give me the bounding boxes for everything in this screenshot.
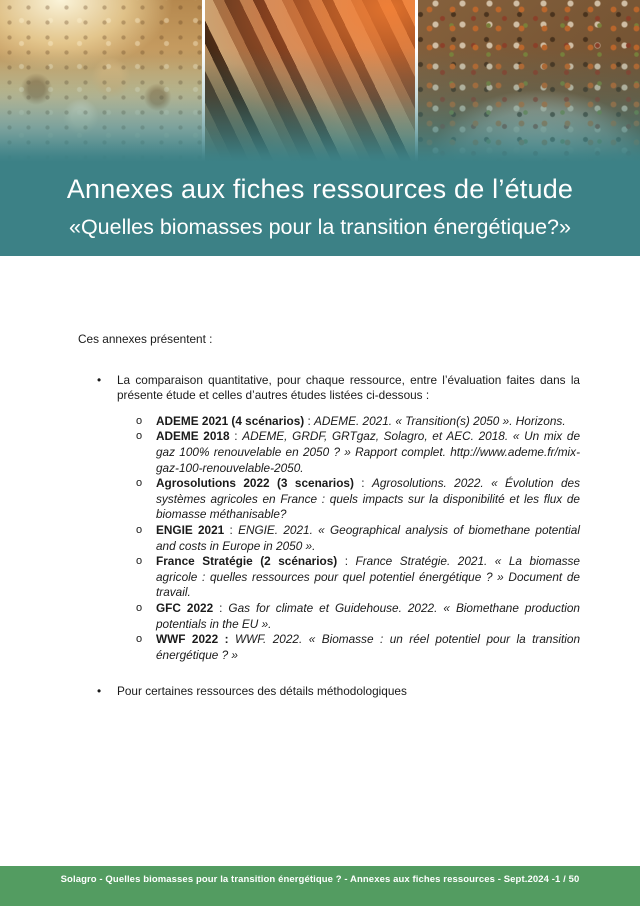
circle-sub-bullet-marker: o xyxy=(136,523,143,536)
study-list-item xyxy=(78,554,580,601)
study-separator: : xyxy=(337,554,356,569)
body-content xyxy=(78,332,580,700)
stacked-timber-photo xyxy=(205,0,415,162)
study-list-item xyxy=(78,476,580,523)
study-citation: France Stratégie. 2021. « La biomasse agricole : quelles ressources pour quel potentiel énergétique ? » Document de travail. xyxy=(156,554,580,600)
study-name: ENGIE 2021 xyxy=(156,522,225,537)
study-list-item xyxy=(78,601,580,632)
sawdust-wood-shavings-photo xyxy=(0,0,202,162)
compost-organic-waste-photo xyxy=(418,0,640,162)
study-name: France Stratégie (2 scénarios) xyxy=(156,554,338,569)
study-separator: : xyxy=(304,413,315,428)
study-name: Agrosolutions 2022 (3 scenarios) xyxy=(156,476,354,491)
study-separator: : xyxy=(224,522,239,537)
study-separator: : xyxy=(353,476,372,491)
study-citation: Gas for climate et Guidehouse. 2022. « Biomethane production potentials in the EU ». xyxy=(156,600,580,631)
study-citation: ADEME. 2021. « Transition(s) 2050 ». Horizons. xyxy=(314,413,566,428)
study-citation: Agrosolutions. 2022. « Évolution des systèmes agricoles en France : quels impacts sur la disponibilité et les flux de biomasse méthanisable? xyxy=(156,476,580,522)
circle-sub-bullet-marker: o xyxy=(136,555,143,568)
study-list-item xyxy=(78,523,580,554)
circle-sub-bullet-marker: o xyxy=(136,477,143,490)
study-citation: ENGIE. 2021. « Geographical analysis of biomethane potential and costs in Europe in 2050 ». xyxy=(156,522,580,553)
bullet-item-text: La comparaison quantitative, pour chaque ressource, entre l’évaluation faites dans la présente étude et celles d’autres études listées ci-dessous : xyxy=(117,372,580,403)
study-list-item xyxy=(78,632,580,663)
circle-sub-bullet-marker: o xyxy=(136,414,143,427)
study-name: ADEME 2021 (4 scénarios) xyxy=(156,413,305,428)
title-banner xyxy=(0,162,640,256)
bullet-item-text: Pour certaines ressources des détails méthodologiques xyxy=(117,684,407,699)
study-name: WWF 2022 : xyxy=(156,632,229,647)
bullet-item-comparison xyxy=(78,373,580,404)
bullet-item-methodology xyxy=(78,684,580,700)
header-photo-strip xyxy=(0,0,640,162)
study-name: ADEME 2018 xyxy=(156,429,230,444)
study-separator: : xyxy=(229,429,243,444)
study-list-item xyxy=(78,414,580,430)
study-citation: WWF. 2022. « Biomasse : un réel potentiel pour la transition énergétique ? » xyxy=(156,632,581,662)
footer-text: Solagro - Quelles biomasses pour la transition énergétique ? - Annexes aux fiches ressources - Sept.2024 -1 / 50 xyxy=(60,874,580,885)
footer-bar xyxy=(0,866,640,906)
circle-sub-bullet-marker: o xyxy=(136,601,143,614)
circle-sub-bullet-marker: o xyxy=(136,633,143,646)
study-name: GFC 2022 xyxy=(156,600,214,615)
circle-sub-bullet-marker: o xyxy=(136,430,143,443)
bullet-dot-marker: • xyxy=(97,372,102,387)
bullet-dot-marker: • xyxy=(97,684,102,699)
study-list-item xyxy=(78,429,580,476)
study-citation: ADEME, GRDF, GRTgaz, Solagro, et AEC. 2018. « Un mix de gaz 100% renouvelable en 2050 ? » Rapport complet. http://www.ademe.fr/mix-gaz-100-renouvelable-2050. xyxy=(156,429,581,475)
page-subtitle: «Quelles biomasses pour la transition énergétique?» xyxy=(69,215,571,239)
intro-text: Ces annexes présentent : xyxy=(78,332,213,346)
page-title: Annexes aux fiches ressources de l’étude xyxy=(66,174,574,204)
study-separator: : xyxy=(213,600,229,615)
studies-list xyxy=(78,414,580,664)
